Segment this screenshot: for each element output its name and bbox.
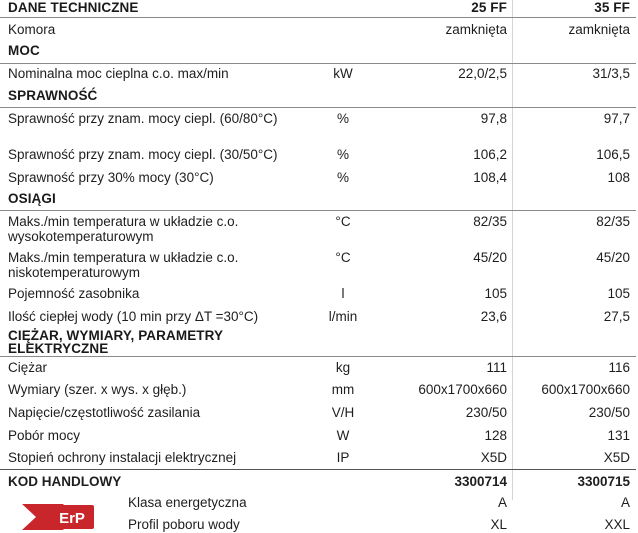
row-unit: % [336, 111, 349, 126]
value-25ff: 128 [484, 428, 507, 443]
row-label: Stopień ochrony instalacji elektrycznej [8, 450, 237, 465]
value-25ff: A [497, 495, 507, 510]
row-label: Wymiary (szer. x wys. x głęb.) [8, 382, 187, 397]
row-label: Pobór mocy [8, 428, 81, 443]
value-25ff: 23,6 [480, 309, 507, 324]
value-25ff: 600x1700x660 [418, 382, 507, 397]
row-unit: % [336, 147, 349, 162]
erp-logo [20, 502, 96, 532]
row-unit: % [336, 170, 349, 185]
row-unit: W [336, 428, 350, 443]
row-label: Sprawność przy 30% mocy (30°C) [8, 170, 214, 185]
section-title: OSIĄGI [8, 191, 56, 206]
row-unit: mm [331, 382, 355, 397]
row-label: Ilość ciepłej wody (10 min przy ΔT =30°C) [8, 309, 259, 324]
row-unit: V/H [331, 405, 355, 420]
row-label: Maks./min temperatura w układzie c.o. niskotemperaturowym [8, 250, 239, 280]
divider [0, 356, 636, 357]
value-25ff: 97,8 [480, 111, 507, 126]
divider [0, 63, 636, 64]
row-unit: l/min [328, 309, 358, 324]
value-25ff: 22,0/2,5 [458, 66, 507, 81]
row-unit: kg [335, 360, 351, 375]
value-35ff: X5D [603, 450, 630, 465]
row-unit: kW [333, 66, 353, 81]
value-25ff: 82/35 [473, 214, 507, 229]
row-label: Komora [8, 22, 56, 37]
value-25ff: 108,4 [473, 170, 507, 185]
value-35ff: 230/50 [588, 405, 630, 420]
divider [0, 17, 636, 18]
value-25ff: 45/20 [473, 250, 507, 265]
column-header-25ff: 25 FF [471, 0, 507, 15]
row-label: Napięcie/częstotliwość zasilania [8, 405, 201, 420]
section-title: SPRAWNOŚĆ [8, 88, 98, 103]
value-35ff: 131 [607, 428, 630, 443]
row-label: Ciężar [8, 360, 48, 375]
value-35ff: 82/35 [596, 214, 630, 229]
value-25ff: zamknięta [445, 22, 507, 37]
erp-logo-text: ErP [59, 510, 85, 527]
row-label: Pojemność zasobnika [8, 286, 140, 301]
row-label: Sprawność przy znam. mocy ciepl. (30/50°C) [8, 147, 278, 162]
row-label: Sprawność przy znam. mocy ciepl. (60/80°C) [8, 111, 278, 126]
row-label: Maks./min temperatura w układzie c.o. wysokotemperaturowym [8, 214, 239, 244]
divider [0, 469, 636, 470]
value-35ff: 106,5 [596, 147, 630, 162]
value-35ff: 97,7 [603, 111, 630, 126]
column-header-35ff: 35 FF [594, 0, 630, 15]
trade-code-label: KOD HANDLOWY [8, 474, 122, 489]
value-35ff: 116 [608, 360, 630, 375]
divider [0, 210, 636, 211]
value-35ff: zamknięta [568, 22, 630, 37]
value-25ff: 105 [484, 286, 507, 301]
row-unit: °C [335, 214, 351, 229]
value-35ff: 45/20 [596, 250, 630, 265]
section-title: CIĘŻAR, WYMIARY, PARAMETRY ELEKTRYCZNE [8, 328, 223, 356]
value-35ff: 31/3,5 [592, 66, 630, 81]
value-35ff: A [620, 495, 630, 510]
row-unit: l [341, 286, 345, 301]
row-unit: IP [336, 450, 350, 465]
value-25ff: XL [490, 517, 507, 532]
value-35ff: XXL [604, 517, 630, 532]
row-label: Klasa energetyczna [128, 495, 247, 510]
row-unit: °C [335, 250, 351, 265]
value-25ff: X5D [480, 450, 507, 465]
section-title: MOC [8, 43, 40, 58]
table-title: DANE TECHNICZNE [8, 0, 139, 15]
trade-code-35ff: 3300715 [577, 474, 630, 489]
value-25ff: 230/50 [465, 405, 507, 420]
divider [0, 107, 636, 108]
value-35ff: 105 [607, 286, 630, 301]
value-25ff: 106,2 [473, 147, 507, 162]
value-35ff: 108 [607, 170, 630, 185]
row-label: Profil poboru wody [128, 517, 240, 532]
value-25ff: 111 [486, 360, 507, 375]
row-label: Nominalna moc cieplna c.o. max/min [8, 66, 229, 81]
trade-code-25ff: 3300714 [454, 474, 507, 489]
value-35ff: 600x1700x660 [541, 382, 630, 397]
value-35ff: 27,5 [603, 309, 630, 324]
